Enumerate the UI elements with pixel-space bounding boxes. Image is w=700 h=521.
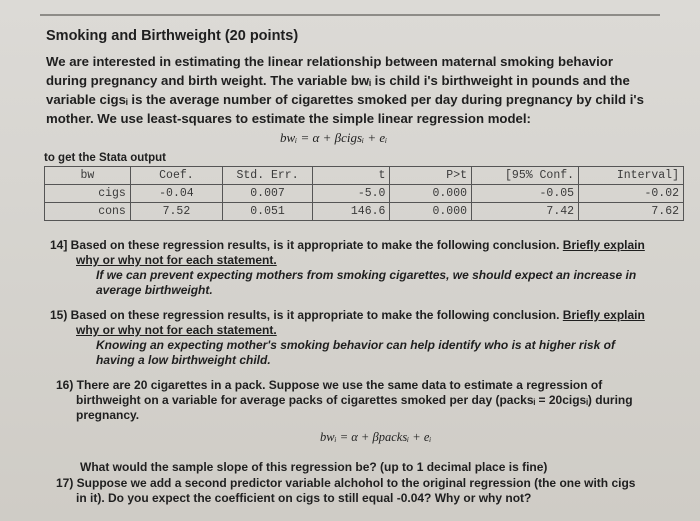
question-17-line: in it). Do you expect the coefficient on cigs to still equal -0.04? Why or why not? [76,491,532,505]
question-17-line: 17) Suppose we add a second predictor variable alchohol to the original regression (the one with cigs [56,476,636,490]
header-cell: Coef. [130,167,222,185]
question-15-statement-line: Knowing an expecting mother's smoking behavior can help identify who is at higher risk of [96,338,615,352]
intro-paragraph [46,52,656,128]
regression-table [44,166,684,221]
stata-label: to get the Stata output [44,152,167,164]
question-14-instruction-2: why or why not for each statement. [76,253,277,267]
table-cell: -0.02 [579,185,684,203]
intro-line: mother. We use least-squares to estimate the simple linear regression model: [46,111,531,126]
table-cell: cons [45,203,131,221]
header-cell: [95% Conf. [472,167,579,185]
intro-line: during pregnancy and birth weight. The variable bwᵢ is child i's birthweight in pounds and the [46,73,630,88]
header-cell: Interval] [579,167,684,185]
header-cell: bw [45,167,131,185]
table-cell: -0.05 [472,185,579,203]
table-cell: 0.000 [390,185,472,203]
table-cell: 7.62 [579,203,684,221]
table-cell: 0.051 [223,203,313,221]
question-15-text: 15) Based on these regression results, is it appropriate to make the following conclusion. [50,308,560,322]
question-14-text: 14] Based on these regression results, is it appropriate to make the following conclusion. [50,238,560,252]
question-16-line: pregnancy. [76,408,140,422]
table-row [45,185,684,203]
table-row [45,203,684,221]
table-cell: 7.52 [130,203,222,221]
table-cell: 0.007 [223,185,313,203]
table-cell: 0.000 [390,203,472,221]
header-cell: Std. Err. [223,167,313,185]
model-equation: bwᵢ = α + βcigsᵢ + eᵢ [280,130,388,145]
packs-equation: bwᵢ = α + βpacksᵢ + eᵢ [320,430,432,444]
question-15-instruction-2: why or why not for each statement. [76,323,277,337]
table-cell: -5.0 [313,185,390,203]
table-cell: 146.6 [313,203,390,221]
question-16-line: birthweight on a variable for average packs of cigarettes smoked per day (packsᵢ = 20cigsᵢ) during [76,393,633,407]
question-15-instruction: Briefly explain [562,308,645,322]
intro-line: variable cigsᵢ is the average number of cigarettes smoked per day during pregnancy by child i's [46,92,644,107]
top-rule [40,14,660,16]
page-title: Smoking and Birthweight (20 points) [46,28,299,44]
question-16-prompt: What would the sample slope of this regression be? (up to 1 decimal place is fine) [80,460,548,474]
question-15-statement-line: having a low birthweight child. [96,353,271,367]
question-14 [50,238,690,298]
table-cell: 7.42 [472,203,579,221]
table-header-row [45,167,684,185]
question-14-instruction: Briefly explain [562,238,645,252]
intro-line: We are interested in estimating the linear relationship between maternal smoking behavior [46,54,613,69]
question-16 [56,378,696,423]
question-15 [50,308,690,368]
header-cell: t [313,167,390,185]
question-14-statement-line: average birthweight. [96,283,213,297]
header-cell: P>t [390,167,472,185]
question-14-statement-line: If we can prevent expecting mothers from smoking cigarettes, we should expect an increase in [96,268,637,282]
table-cell: cigs [45,185,131,203]
question-16-line: 16) There are 20 cigarettes in a pack. Suppose we use the same data to estimate a regression of [56,378,603,392]
question-17 [56,476,696,506]
table-cell: -0.04 [130,185,222,203]
